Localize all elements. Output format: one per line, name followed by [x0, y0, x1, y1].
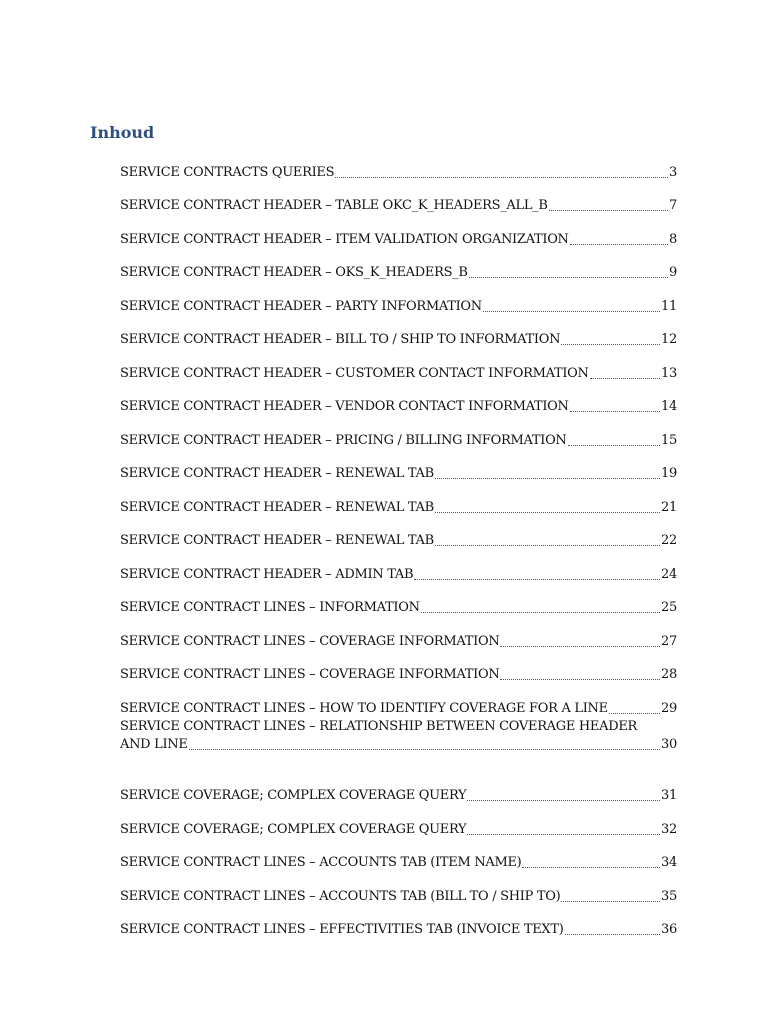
toc-entry[interactable]: [120, 316, 677, 350]
table-of-contents: [120, 148, 677, 939]
toc-entry-page: 22: [661, 533, 677, 548]
toc-entry-title: SERVICE CONTRACT HEADER – ADMIN TAB: [120, 566, 414, 582]
toc-dot-leader: [435, 478, 660, 479]
toc-entry[interactable]: [120, 805, 677, 839]
toc-entry-title: SERVICE CONTRACT HEADER – PRICING / BILLING INFORMATION: [120, 432, 567, 448]
toc-dot-leader: [522, 867, 660, 868]
toc-entry-page: 27: [661, 633, 677, 649]
toc-entry[interactable]: [120, 872, 677, 906]
toc-dot-leader: [568, 445, 661, 446]
toc-entry[interactable]: [120, 772, 677, 806]
toc-entry-page: 35: [661, 888, 677, 904]
toc-entry-title: SERVICE CONTRACT HEADER – RENEWAL TAB: [120, 533, 434, 548]
toc-entry-title: SERVICE CONTRACT LINES – ACCOUNTS TAB (BILL TO / SHIP TO): [120, 888, 561, 904]
toc-entry-title: SERVICE CONTRACT HEADER – VENDOR CONTACT INFORMATION: [120, 399, 569, 414]
toc-entry-title: SERVICE CONTRACT LINES – ACCOUNTS TAB (ITEM NAME): [120, 855, 522, 870]
toc-entry[interactable]: [120, 450, 677, 484]
toc-entry[interactable]: [120, 182, 677, 216]
toc-entry-title: SERVICE CONTRACTS QUERIES: [120, 164, 335, 180]
toc-dot-leader: [414, 579, 660, 580]
toc-entry[interactable]: [120, 839, 677, 873]
toc-entry-title: SERVICE COVERAGE; COMPLEX COVERAGE QUERY: [120, 788, 467, 803]
toc-entry-page: 7: [669, 198, 677, 213]
toc-entry-page: 15: [661, 432, 677, 448]
toc-entry-page: 28: [661, 667, 677, 682]
toc-dot-leader: [570, 411, 660, 412]
toc-entry[interactable]: [120, 215, 677, 249]
toc-entry[interactable]: [120, 684, 677, 718]
toc-entry-title: SERVICE CONTRACT LINES – HOW TO IDENTIFY COVERAGE FOR A LINE: [120, 700, 608, 716]
toc-entry-title: SERVICE CONTRACT LINES – COVERAGE INFORMATION: [120, 633, 500, 649]
toc-entry-title: SERVICE COVERAGE; COMPLEX COVERAGE QUERY: [120, 821, 467, 837]
toc-dot-leader: [500, 679, 660, 680]
toc-entry-title: SERVICE CONTRACT LINES – INFORMATION: [120, 600, 420, 615]
toc-dot-leader: [467, 800, 660, 801]
toc-entry-page: 29: [661, 700, 677, 716]
toc-entry[interactable]: [120, 249, 677, 283]
toc-entry-page: 34: [661, 855, 677, 870]
toc-entry[interactable]: [120, 550, 677, 584]
toc-entry-page: 3: [669, 164, 677, 180]
toc-entry-title: SERVICE CONTRACT HEADER – RENEWAL TAB: [120, 466, 434, 481]
toc-dot-leader: [561, 344, 660, 345]
toc-entry-title: SERVICE CONTRACT HEADER – ITEM VALIDATION ORGANIZATION: [120, 231, 569, 247]
toc-dot-leader: [549, 210, 668, 211]
toc-dot-leader: [561, 901, 660, 902]
toc-entry[interactable]: [120, 349, 677, 383]
toc-entry-title: SERVICE CONTRACT HEADER – RENEWAL TAB: [120, 499, 434, 515]
toc-entry-title: SERVICE CONTRACT LINES – EFFECTIVITIES TAB (INVOICE TEXT): [120, 922, 564, 937]
toc-entry-page: 36: [661, 922, 677, 937]
toc-entry-page: 8: [669, 231, 677, 247]
toc-dot-leader: [565, 934, 661, 935]
toc-dot-leader: [435, 545, 660, 546]
toc-entry[interactable]: [120, 584, 677, 618]
toc-dot-leader: [435, 512, 660, 513]
toc-entry-page: 30: [661, 736, 677, 752]
toc-entry-title: SERVICE CONTRACT LINES – COVERAGE INFORMATION: [120, 667, 500, 682]
toc-dot-leader: [421, 612, 660, 613]
toc-entry-page: 25: [661, 600, 677, 615]
toc-entry-title: SERVICE CONTRACT HEADER – OKS_K_HEADERS_B: [120, 265, 468, 280]
toc-entry-page: 9: [669, 265, 677, 280]
toc-dot-leader: [570, 244, 668, 245]
toc-entry[interactable]: [120, 416, 677, 450]
toc-entry-page: 13: [661, 365, 677, 381]
toc-entry-title: SERVICE CONTRACT HEADER – PARTY INFORMATION: [120, 298, 482, 314]
toc-heading: Inhoud: [90, 123, 155, 142]
toc-entry-page: 24: [661, 566, 677, 582]
toc-dot-leader: [469, 277, 668, 278]
toc-entry-page: 12: [661, 332, 677, 347]
toc-entry-title: SERVICE CONTRACT HEADER – CUSTOMER CONTACT INFORMATION: [120, 365, 589, 381]
toc-entry[interactable]: [120, 148, 677, 182]
toc-dot-leader: [335, 177, 668, 178]
toc-dot-leader: [467, 834, 660, 835]
toc-entry-page: 14: [661, 399, 677, 414]
toc-entry[interactable]: [120, 651, 677, 685]
toc-entry-page: 32: [661, 821, 677, 837]
toc-entry[interactable]: [120, 718, 677, 772]
toc-dot-leader: [590, 378, 660, 379]
toc-entry[interactable]: [120, 383, 677, 417]
toc-entry[interactable]: [120, 517, 677, 551]
toc-entry-page: 19: [661, 466, 677, 481]
toc-entry[interactable]: [120, 483, 677, 517]
toc-entry-title: SERVICE CONTRACT HEADER – BILL TO / SHIP TO INFORMATION: [120, 332, 561, 347]
toc-dot-leader: [609, 713, 660, 714]
toc-entry-page: 21: [661, 499, 677, 515]
toc-entry-title-cont: AND LINE: [120, 736, 188, 752]
toc-entry[interactable]: [120, 906, 677, 940]
toc-dot-leader: [483, 311, 660, 312]
toc-entry[interactable]: [120, 617, 677, 651]
toc-entry[interactable]: [120, 282, 677, 316]
toc-entry-page: 31: [661, 788, 677, 803]
toc-entry-title: SERVICE CONTRACT LINES – RELATIONSHIP BETWEEN COVERAGE HEADER: [120, 718, 637, 734]
toc-dot-leader: [500, 646, 660, 647]
toc-entry-page: 11: [661, 298, 677, 314]
toc-dot-leader: [189, 749, 660, 750]
toc-entry-title: SERVICE CONTRACT HEADER – TABLE OKC_K_HEADERS_ALL_B: [120, 198, 548, 213]
